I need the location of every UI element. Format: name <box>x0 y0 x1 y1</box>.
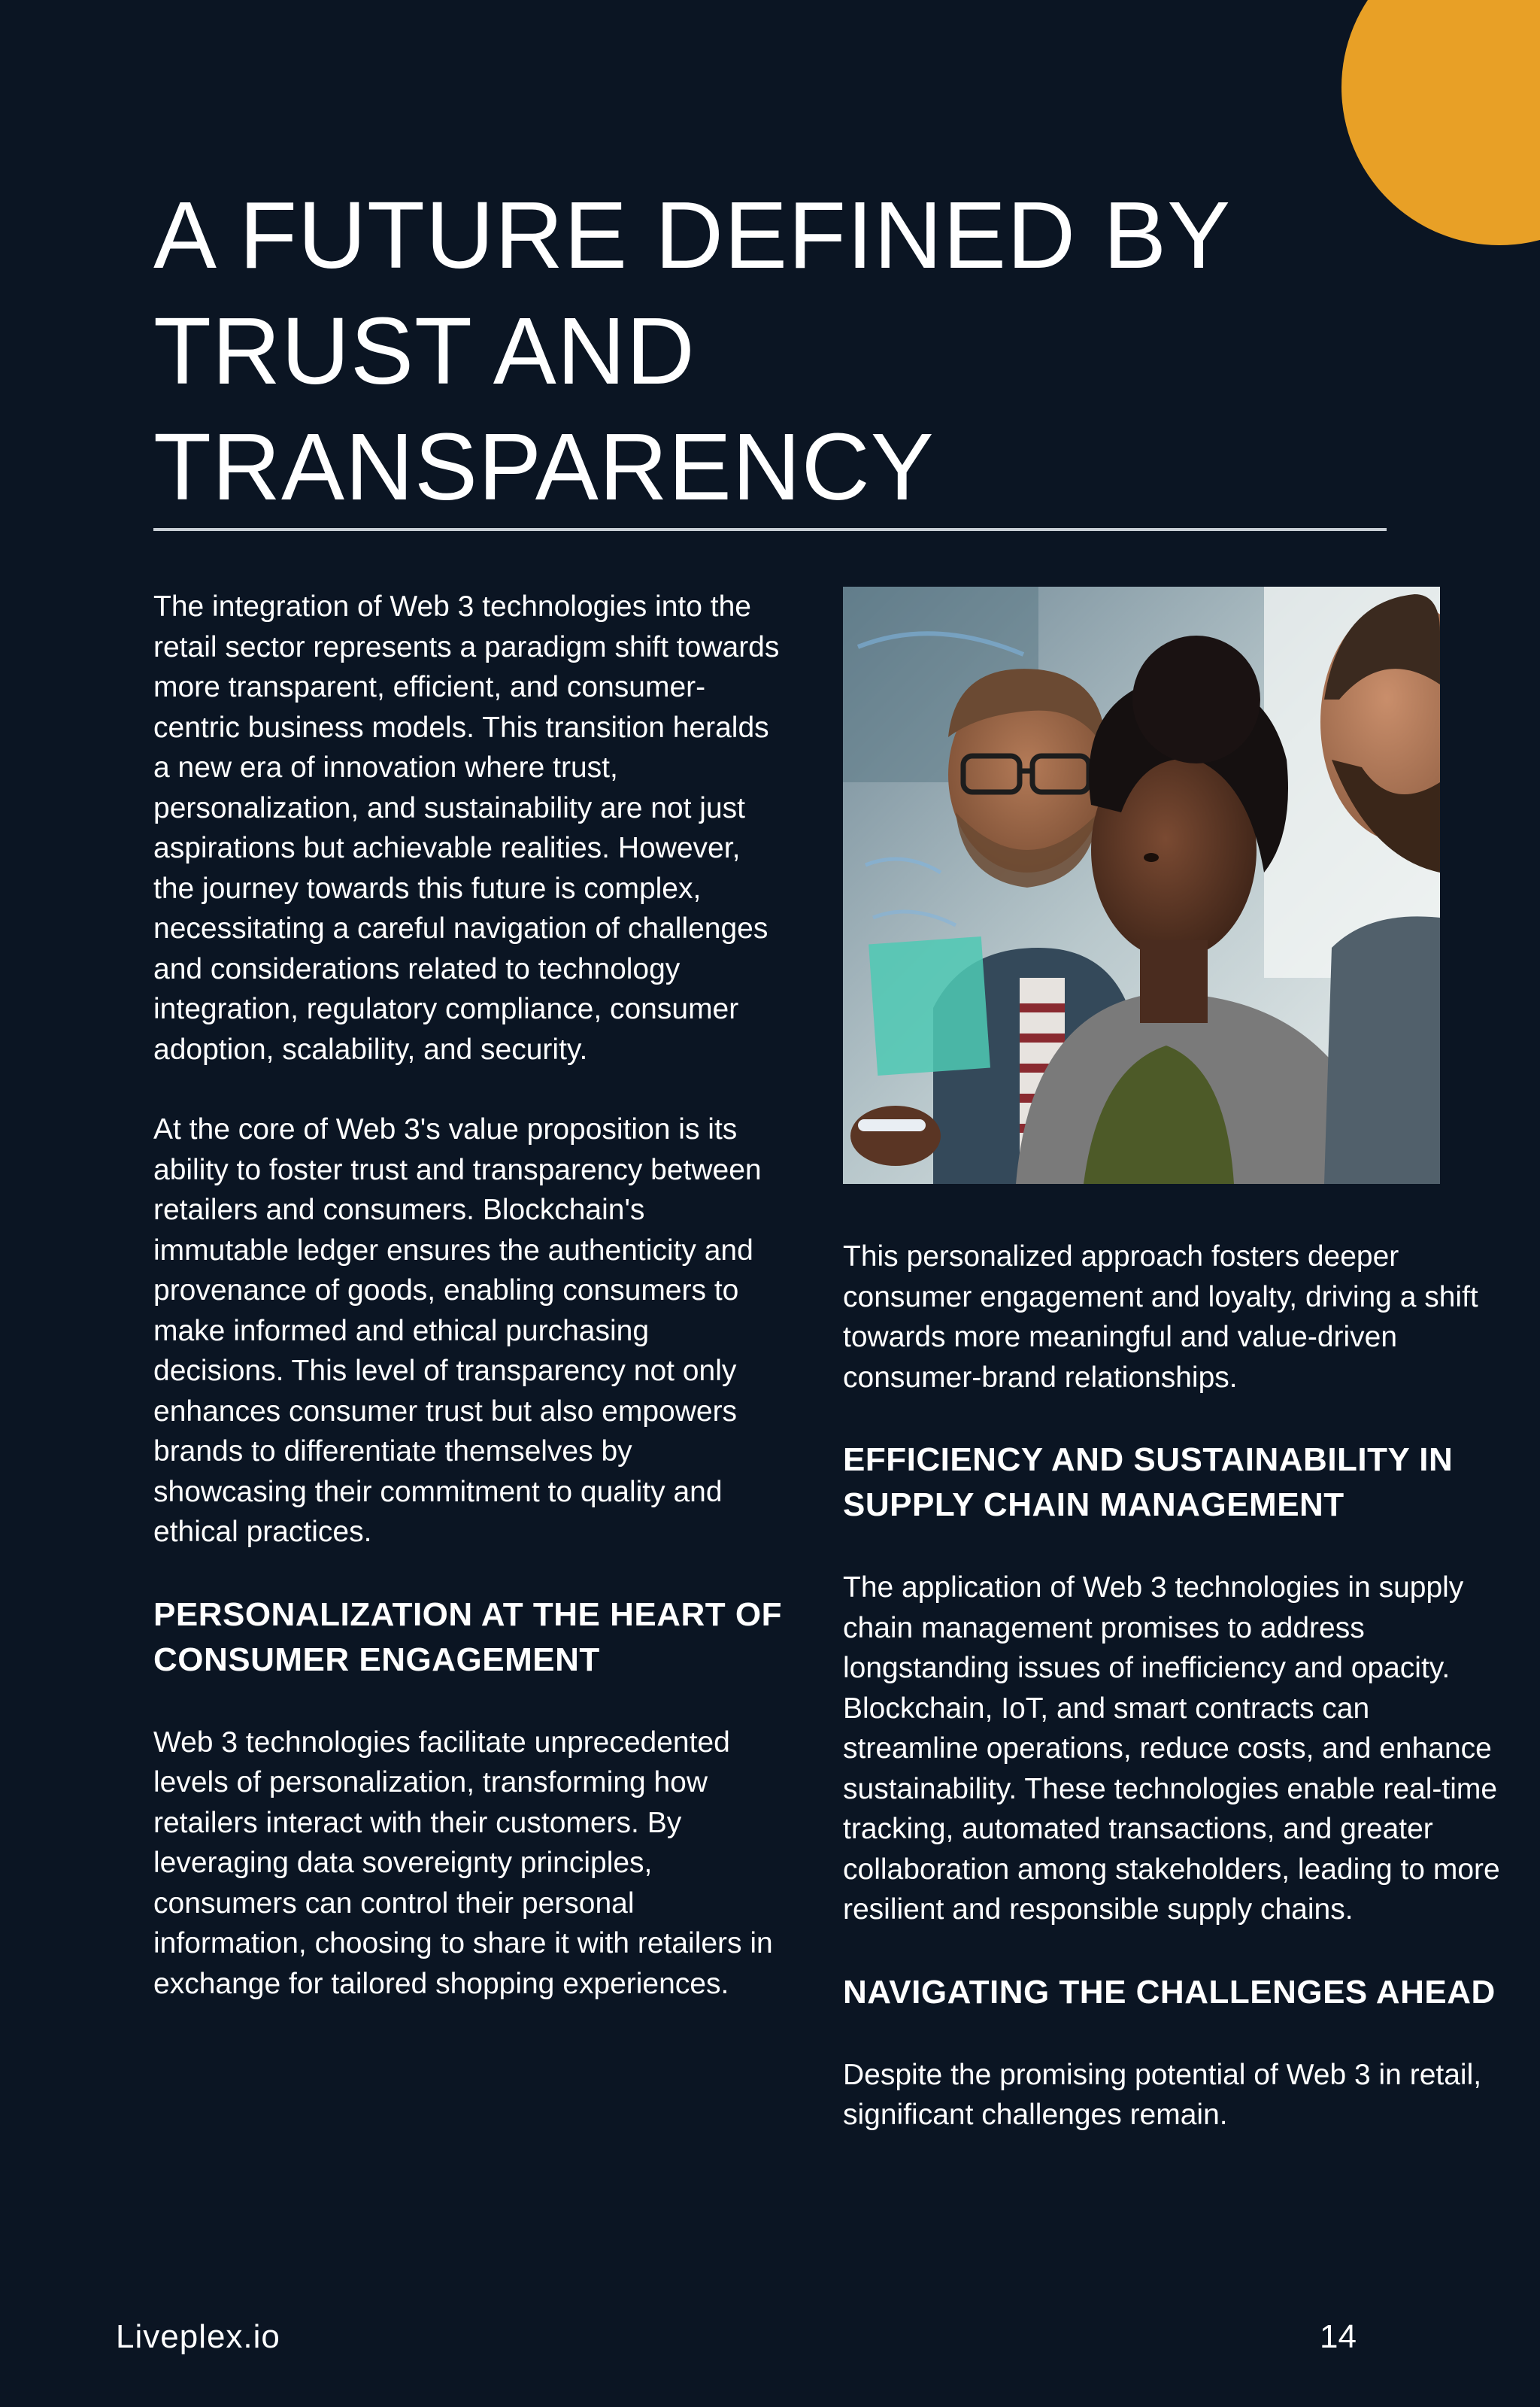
footer-brand: Liveplex.io <box>116 2318 280 2355</box>
decorative-orange-circle <box>1341 0 1540 245</box>
challenges-paragraph: Despite the promising potential of Web 3 in retail, significant challenges remain. <box>843 2058 1482 2131</box>
personalization-paragraph: Web 3 technologies facilitate unprecedented levels of personalization, transforming how retailers interact with their customers. By leveraging data sovereignty principles, consumers can control their personal information, choosing to share it with retailers in exchange for tailored shopping experiences. <box>153 1726 773 2000</box>
personalization-heading: PERSONALIZATION AT THE HEART OF CONSUMER ENGAGEMENT <box>153 1595 782 1678</box>
challenges-heading: NAVIGATING THE CHALLENGES AHEAD <box>843 1973 1496 2011</box>
engagement-paragraph: This personalized approach fosters deeper consumer engagement and loyalty, driving a shift towards more meaningful and value-driven consumer-brand relationships. <box>843 1240 1478 1394</box>
page-title: A FUTURE DEFINED BY TRUST AND TRANSPARENCY <box>153 182 1229 520</box>
left-column <box>153 587 785 2044</box>
supply-chain-paragraph: The application of Web 3 technologies in supply chain management promises to address longstanding issues of inefficiency and opacity. Blockchain, IoT, and smart contracts can streamline operations, reduce costs, and enhance sustainability. These technologies enable real-time tracking, automated transactions, and greater collaboration among stakeholders, leading to more resilient and responsible supply chains. <box>843 1571 1500 1926</box>
team-photo-illustration <box>843 587 1440 1184</box>
page-number: 14 <box>1320 2318 1357 2355</box>
trust-paragraph: At the core of Web 3's value proposition is its ability to foster trust and transparency between retailers and consumers. Blockchain's immutable ledger ensures the authenticity and provenance of goods, enabling consumers to make informed and ethical purchasing decisions. This level of transparency not only enhances consumer trust but also empowers brands to differentiate themselves by showcasing their commitment to quality and ethical practices. <box>153 1113 762 1548</box>
right-column <box>843 587 1505 2175</box>
intro-paragraph: The integration of Web 3 technologies into the retail sector represents a paradigm shift towards more transparent, efficient, and consumer-centric business models. This transition heralds a new era of innovation where trust, personalization, and sustainability are not just aspirations but achievable realities. However, the journey towards this future is complex, necessitating a careful navigation of challenges and considerations related to technology integration, regulatory compliance, consumer adoption, scalability, and security. <box>153 590 780 1066</box>
supply-chain-heading: EFFICIENCY AND SUSTAINABILITY IN SUPPLY CHAIN MANAGEMENT <box>843 1441 1454 1523</box>
team-photo <box>843 587 1440 1184</box>
title-divider <box>153 528 1387 531</box>
